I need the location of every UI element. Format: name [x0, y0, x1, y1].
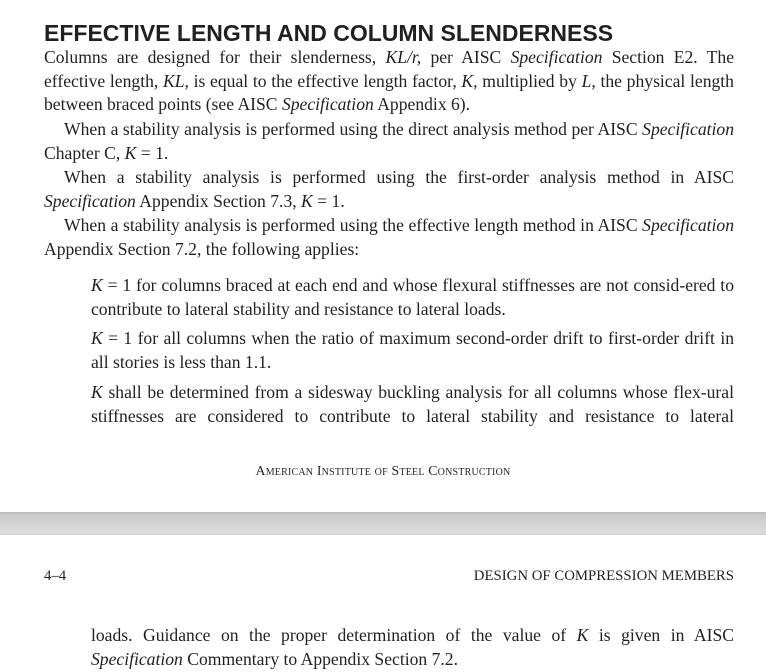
chapter-title: DESIGN OF COMPRESSION MEMBERS	[473, 568, 734, 584]
rule-sidesway-buckling: K shall be determined from a sidesway buckling analysis for all columns whose flex-ural stiffnesses are considered to contribute to lateral stability and resistance to lateral	[91, 382, 734, 426]
paragraph-continuation: loads. Guidance on the proper determination of the value of K is given in AISC Specification Commentary to Appendix Section 7.2.	[91, 625, 734, 669]
page-footer: American Institute of Steel Construction	[255, 463, 511, 478]
paragraph-direct-analysis: When a stability analysis is performed using the direct analysis method per AISC Specification Chapter C, K = 1.	[44, 119, 734, 163]
page-separator	[0, 512, 766, 534]
rule-braced-columns: K = 1 for columns braced at each end and whose flexural stiffnesses are not consid-ered to contribute to lateral stability and resistance to lateral loads.	[91, 275, 734, 319]
rule-drift-ratio: K = 1 for all columns when the ratio of maximum second-order drift to first-order drift in all stories is less than 1.1.	[91, 328, 734, 372]
page-number: 4–4	[44, 568, 67, 584]
section-heading: EFFECTIVE LENGTH AND COLUMN SLENDERNESS	[44, 20, 614, 46]
paragraph-effective-length-method: When a stability analysis is performed using the effective length method in AISC Specification Appendix Section 7.2, the following applies:	[44, 215, 734, 259]
paragraph-first-order-analysis: When a stability analysis is performed using the first-order analysis method in AISC Specification Appendix Section 7.3, K = 1.	[44, 167, 734, 211]
paragraph-slenderness: Columns are designed for their slenderness, KL/r, per AISC Specification Section E2. The effective length, KL, is equal to the effective length factor, K, multiplied by L, the physical length between braced points (see AISC Specification Appendix 6).	[44, 47, 735, 115]
